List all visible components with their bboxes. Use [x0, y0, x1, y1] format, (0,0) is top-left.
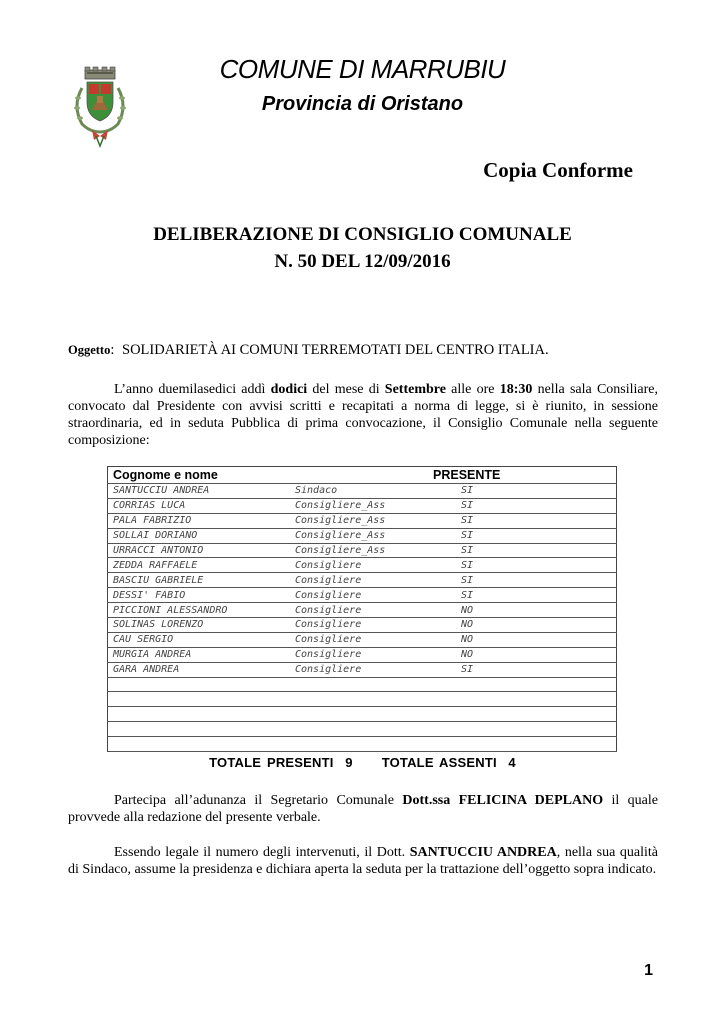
member-role: Sindaco	[290, 484, 428, 499]
member-name	[108, 737, 291, 752]
member-role	[290, 722, 428, 737]
member-name	[108, 707, 291, 722]
member-role: Consigliere	[290, 632, 428, 647]
member-role: Consigliere_Ass	[290, 543, 428, 558]
subject-label: Oggetto	[68, 343, 111, 357]
member-present: SI	[428, 513, 617, 528]
member-present: SI	[428, 662, 617, 677]
member-name	[108, 692, 291, 707]
secretary-name: Dott.ssa FELICINA DEPLANO	[402, 793, 604, 808]
header-present: PRESENTE	[428, 467, 617, 484]
intro-day: dodici	[270, 382, 308, 397]
page-number: 1	[644, 962, 653, 979]
member-role: Consigliere	[290, 573, 428, 588]
presidency-paragraph: Essendo legale il numero degli intervenuti, il Dott. SANTUCCIU ANDREA, nella sua qualità di Sindaco, assume la presidenza e dichiara aperta la seduta per la trattazione dell’oggetto sopra indicato.	[68, 845, 658, 877]
attendance-row	[108, 722, 617, 737]
totals-line	[0, 755, 725, 770]
attendance-table	[107, 466, 617, 752]
member-role	[290, 692, 428, 707]
member-role: Consigliere_Ass	[290, 528, 428, 543]
member-present	[428, 722, 617, 737]
attendance-row	[108, 618, 617, 633]
attendance-header-row	[108, 467, 617, 484]
member-present	[428, 677, 617, 692]
member-present	[428, 707, 617, 722]
attendance-row	[108, 588, 617, 603]
attendance-row	[108, 632, 617, 647]
attendance-row	[108, 737, 617, 752]
total-absent-label: TOTALE ASSENTI	[381, 755, 497, 770]
member-name	[108, 677, 291, 692]
member-name: MURGIA ANDREA	[108, 647, 291, 662]
member-present: NO	[428, 603, 617, 618]
subject-separator: :	[110, 342, 115, 358]
header-name: Cognome e nome	[108, 467, 291, 484]
province-subtitle: Provincia di Oristano	[261, 93, 464, 115]
attendance-row	[108, 662, 617, 677]
member-name: PALA FABRIZIO	[108, 513, 291, 528]
member-present: SI	[428, 573, 617, 588]
attendance-row	[108, 484, 617, 499]
member-name: CAU SERGIO	[108, 632, 291, 647]
member-role: Consigliere_Ass	[290, 498, 428, 513]
member-present	[428, 737, 617, 752]
president-name: SANTUCCIU ANDREA	[409, 845, 557, 860]
attendance-row	[108, 543, 617, 558]
attendance-row	[108, 573, 617, 588]
member-name: GARA ANDREA	[108, 662, 291, 677]
member-name: URRACCI ANTONIO	[108, 543, 291, 558]
deliberation-number-date: N. 50 DEL 12/09/2016	[274, 251, 451, 272]
attendance-row	[108, 603, 617, 618]
member-role: Consigliere	[290, 588, 428, 603]
member-present: SI	[428, 543, 617, 558]
member-present: NO	[428, 618, 617, 633]
attendance-row	[108, 692, 617, 707]
member-name: CORRIAS LUCA	[108, 498, 291, 513]
attendance-row	[108, 558, 617, 573]
secretary-paragraph: Partecipa all’adunanza il Segretario Comunale Dott.ssa FELICINA DEPLANO il quale provvede alla redazione del presente verbale.	[68, 793, 658, 825]
member-present: SI	[428, 558, 617, 573]
intro-paragraph: L’anno duemilasedici addì dodici del mese di Settembre alle ore 18:30 nella sala Consiliare, convocato dal Presidente con avvisi scritti e recapitati a norma di legge, si è riunito, in sessione straordinaria, ed in seduta Pubblica di prima convocazione, il Consiglio Comunale nella seguente composizione:	[68, 382, 658, 448]
intro-time: 18:30	[499, 382, 533, 397]
member-name: ZEDDA RAFFAELE	[108, 558, 291, 573]
member-name: SANTUCCIU ANDREA	[108, 484, 291, 499]
member-present: SI	[428, 528, 617, 543]
member-role: Consigliere_Ass	[290, 513, 428, 528]
member-present: SI	[428, 588, 617, 603]
municipality-title: COMUNE DI MARRUBIU	[219, 54, 506, 84]
deliberation-title: DELIBERAZIONE DI CONSIGLIO COMUNALE	[153, 224, 572, 245]
member-role	[290, 707, 428, 722]
member-role: Consigliere	[290, 647, 428, 662]
member-name: BASCIU GABRIELE	[108, 573, 291, 588]
member-present: NO	[428, 647, 617, 662]
member-role	[290, 737, 428, 752]
total-absent-value: 4	[508, 755, 516, 770]
total-present-label: TOTALE PRESENTI	[209, 755, 334, 770]
attendance-row	[108, 513, 617, 528]
member-role: Consigliere	[290, 558, 428, 573]
subject-text: SOLIDARIETÀ AI COMUNI TERREMOTATI DEL CENTRO ITALIA.	[122, 342, 549, 358]
certified-copy-label: Copia Conforme	[483, 158, 633, 182]
member-name: DESSI' FABIO	[108, 588, 291, 603]
member-name	[108, 722, 291, 737]
member-name: SOLLAI DORIANO	[108, 528, 291, 543]
member-present	[428, 692, 617, 707]
attendance-row	[108, 707, 617, 722]
member-name: PICCIONI ALESSANDRO	[108, 603, 291, 618]
member-role: Consigliere	[290, 662, 428, 677]
member-role: Consigliere	[290, 618, 428, 633]
member-present: NO	[428, 632, 617, 647]
total-present-value: 9	[345, 755, 353, 770]
attendance-row	[108, 498, 617, 513]
member-role	[290, 677, 428, 692]
attendance-row	[108, 528, 617, 543]
attendance-row	[108, 647, 617, 662]
attendance-row	[108, 677, 617, 692]
member-role: Consigliere	[290, 603, 428, 618]
member-name: SOLINAS LORENZO	[108, 618, 291, 633]
intro-month: Settembre	[384, 382, 446, 397]
member-present: SI	[428, 484, 617, 499]
member-present: SI	[428, 498, 617, 513]
subject-line	[68, 342, 549, 359]
